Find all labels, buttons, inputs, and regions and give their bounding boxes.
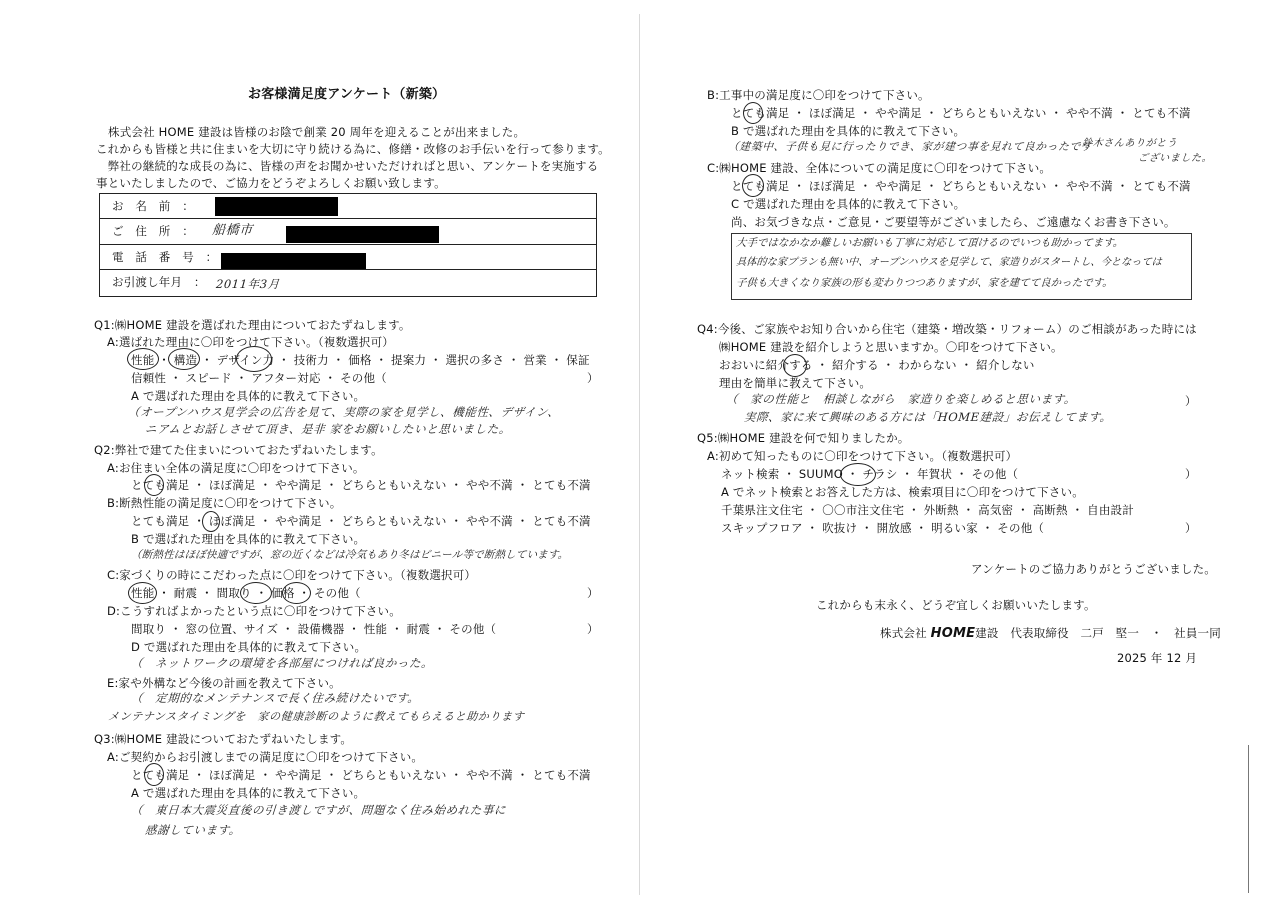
q3-c-prompt: C:㈱HOME 建設、全体についての満足度に〇印をつけて下さい。 [707, 161, 1052, 175]
q3-b-scale: とても満足 ・ ほぼ満足 ・ やや満足 ・ どちらともいえない ・ やや不満 ・ とても不満 [731, 106, 1191, 120]
q2-d-reason-prompt: D で選ばれた理由を具体的に教えて下さい。 [131, 640, 367, 654]
q4-answer-line2: 実際、家に来て興味のある方には「HOME建設」お伝えしてます。 [743, 410, 1113, 424]
row-divider [99, 244, 596, 245]
q3-c-answer-line2: 具体的な家プランも無い中、オープンハウスを見学して、家造りがスタートし、今となっては [735, 257, 1163, 268]
phone-label: 電 話 番 号 ： [112, 250, 218, 264]
name-label: お 名 前 ： [112, 199, 194, 213]
address-value: 船橋市 [211, 223, 254, 238]
q4-reason-prompt: 理由を簡単に教えて下さい。 [719, 376, 872, 390]
q2-c-options: 性能 ・ 耐震 ・ 間取り ・ 価格 ・ その他（ [131, 586, 361, 600]
q1-heading: Q1:㈱HOME 建設を選ばれた理由についておたずねします。 [94, 318, 411, 332]
q1-reason-prompt: A で選ばれた理由を具体的に教えて下さい。 [131, 389, 366, 403]
row-divider [99, 269, 596, 270]
q3-c-note: 尚、お気づきな点・ご意見・ご要望等がございましたら、ご遠慮なくお書き下さい。 [731, 215, 1176, 229]
q2-b-reason-prompt: B で選ばれた理由を具体的に教えて下さい。 [131, 532, 366, 546]
redacted-address [286, 226, 439, 243]
q2-d-answer: （ ネットワークの環境を各部屋につければ良かった。 [130, 656, 434, 670]
q1-options-line1: 性能 ・ 構造 ・ デザイン力 ・ 技術力 ・ 価格 ・ 提案力 ・ 選択の多さ ・ 営業 ・ 保証 [131, 353, 590, 367]
q3-c-answer-line3: 子供も大きくなり家族の形も変わりつつありますが、家を建てて良かったです。 [735, 277, 1114, 289]
scan-edge-line [1248, 745, 1249, 893]
q3-b-answer: （建築中、子供も見に行ったりでき、家が建つ事を見れて良かったです [727, 140, 1093, 153]
intro-line-4: 事といたしましたので、ご協力をどうぞよろしくお願い致します。 [96, 176, 446, 190]
intro-line-2: これからも皆様と共に住まいを大切に守り続ける為に、修繕・改修のお手伝いを行って参ります。 [96, 142, 610, 156]
q3-a-answer-line2: 感謝しています。 [144, 823, 242, 837]
q3-b-answer-thanks-2: ございました。 [1137, 153, 1213, 164]
selection-circle [202, 511, 220, 532]
q3-b-prompt: B:工事中の満足度に〇印をつけて下さい。 [707, 88, 930, 102]
q3-b-reason-prompt: B で選ばれた理由を具体的に教えて下さい。 [731, 124, 966, 138]
close-paren: ） [1185, 521, 1197, 535]
selection-circle [783, 354, 807, 377]
q2-d-options: 間取り ・ 窓の位置、サイズ ・ 設備機器 ・ 性能 ・ 耐震 ・ その他（ [131, 622, 497, 636]
survey-title: お客様満足度アンケート（新築） [248, 87, 446, 102]
selection-circle [144, 474, 164, 496]
q3-heading: Q3:㈱HOME 建設についておたずねいたします。 [94, 732, 353, 746]
close-paren: ） [587, 371, 599, 385]
selection-circle [742, 174, 764, 197]
q1-a-prompt: A:選ばれた理由に〇印をつけて下さい。（複数選択可） [107, 335, 394, 349]
q5-options: ネット検索 ・ SUUMO ・ チラシ ・ 年賀状 ・ その他（ [721, 467, 1019, 481]
q4-heading: Q4:今後、ご家族やお知り合いから住宅（建築・増改築・リフォーム）のご相談があった時には [697, 322, 1197, 336]
q2-e-answer-line2: メンテナンスタイミングを 家の健康診断のように教えてもらえると助かります [107, 710, 525, 723]
q2-a-scale: とても満足 ・ ほぼ満足 ・ やや満足 ・ どちらともいえない ・ やや不満 ・ とても不満 [131, 478, 591, 492]
q2-d-prompt: D:こうすればよかったという点に〇印をつけて下さい。 [107, 604, 401, 618]
q3-a-prompt: A:ご契約からお引渡しまでの満足度に〇印をつけて下さい。 [107, 750, 424, 764]
company-logo: HOME [930, 626, 976, 641]
row-divider [99, 218, 596, 219]
redacted-phone [221, 253, 366, 269]
redacted-name [215, 197, 338, 216]
right-page [640, 0, 1280, 905]
close-paren: ） [587, 586, 599, 600]
handover-value: 2011年3月 [215, 277, 281, 291]
q4-answer-line1: （ 家の性能と 相談しながら 家造りを楽しめると思います。 [725, 392, 1077, 406]
selection-circle [144, 763, 164, 786]
q2-b-scale: とても満足 ・ ほぼ満足 ・ やや満足 ・ どちらともいえない ・ やや不満 ・ とても不満 [131, 514, 591, 528]
q2-c-prompt: C:家づくりの時にこだわった点に〇印をつけて下さい。（複数選択可） [107, 568, 477, 582]
selection-circle [743, 102, 763, 124]
q1-answer-line2: ニアムとお話しさせて頂き、是非 家をお願いしたいと思いました。 [144, 422, 512, 436]
q4-options: おおいに紹介する ・ 紹介する ・ わからない ・ 紹介しない [719, 358, 1035, 372]
close-paren: ） [1185, 394, 1197, 408]
q3-a-answer-line1: （ 東日本大震災直後の引き渡しですが、問題なく住み始めれた事に [130, 803, 507, 817]
company-prefix: 株式会社 [880, 626, 927, 640]
q2-b-answer: （断熱性はほぼ快適ですが、窓の近くなどは冷気もあり冬はビニール等で断熱しています。 [130, 549, 569, 561]
q3-a-reason-prompt: A で選ばれた理由を具体的に教えて下さい。 [131, 786, 366, 800]
q1-answer-line1: （オープンハウス見学会の広告を見て、実際の家を見学し、機能性、デザイン、 [127, 405, 560, 419]
close-paren: ） [587, 622, 599, 636]
selection-circle [240, 582, 272, 604]
intro-line-1: 株式会社 HOME 建設は皆様のお陰で創業 20 周年を迎えることが出来ました。 [108, 125, 526, 139]
q3-b-answer-thanks: 鈴木さんありがとう [1081, 138, 1178, 149]
q2-b-prompt: B:断熱性能の満足度に〇印をつけて下さい。 [107, 496, 342, 510]
q2-e-prompt: E:家や外構など今後の計画を教えて下さい。 [107, 676, 341, 690]
close-paren: ） [1185, 467, 1197, 481]
footer-company [880, 626, 1221, 641]
footer-closing: これからも末永く、どうぞ宜しくお願いいたします。 [816, 598, 1096, 612]
company-suffix: 建設 代表取締役 二戸 堅一 ・ 社員一同 [975, 626, 1221, 640]
q2-a-prompt: A:お住まい全体の満足度に〇印をつけて下さい。 [107, 461, 365, 475]
q3-c-reason-prompt: C で選ばれた理由を具体的に教えて下さい。 [731, 197, 966, 211]
footer-date: 2025 年 12 月 [1117, 651, 1198, 665]
q2-e-answer-line1: （ 定期的なメンテナンスで長く住み続けたいです。 [130, 691, 421, 705]
selection-circle [168, 348, 200, 370]
address-label: ご 住 所 ： [112, 224, 194, 238]
selection-circle [236, 346, 272, 372]
q3-c-answer-line1: 大手ではなかなか難しいお願いも丁寧に対応して頂けるのでいつも助かってます。 [735, 237, 1124, 249]
q5-net-line1: 千葉県注文住宅 ・ 〇〇市注文住宅 ・ 外断熱 ・ 高気密 ・ 高断熱 ・ 自由設計 [721, 503, 1134, 517]
q5-net-prompt: A でネット検索とお答えした方は、検索項目に〇印をつけて下さい。 [721, 485, 1084, 499]
selection-circle [128, 582, 157, 604]
q3-a-scale: とても満足 ・ ほぼ満足 ・ やや満足 ・ どちらともいえない ・ やや不満 ・ とても不満 [131, 768, 591, 782]
q5-a-prompt: A:初めて知ったものに〇印をつけて下さい。（複数選択可） [707, 449, 1018, 463]
q1-options-line2: 信頼性 ・ スピード ・ アフター対応 ・ その他（ [131, 371, 387, 385]
selection-circle [282, 582, 311, 604]
handover-label: お引渡し年月 ： [112, 275, 206, 289]
q5-net-line2: スキップフロア ・ 吹抜け ・ 開放感 ・ 明るい家 ・ その他（ [721, 521, 1045, 535]
selection-circle [840, 463, 876, 486]
selection-circle [127, 348, 159, 370]
intro-line-3: 弊社の継続的な成長の為に、皆様の声をお聞かせいただければと思い、アンケートを実施する [96, 159, 599, 173]
q2-heading: Q2:弊社で建てた住まいについておたずねいたします。 [94, 443, 383, 457]
q4-heading-2: ㈱HOME 建設を紹介しようと思いますか。〇印をつけて下さい。 [719, 340, 1063, 354]
q5-heading: Q5:㈱HOME 建設を何で知りましたか。 [697, 431, 910, 445]
footer-thanks: アンケートのご協力ありがとうございました。 [971, 562, 1217, 576]
q3-c-scale: とても満足 ・ ほぼ満足 ・ やや満足 ・ どちらともいえない ・ やや不満 ・ とても不満 [731, 179, 1191, 193]
